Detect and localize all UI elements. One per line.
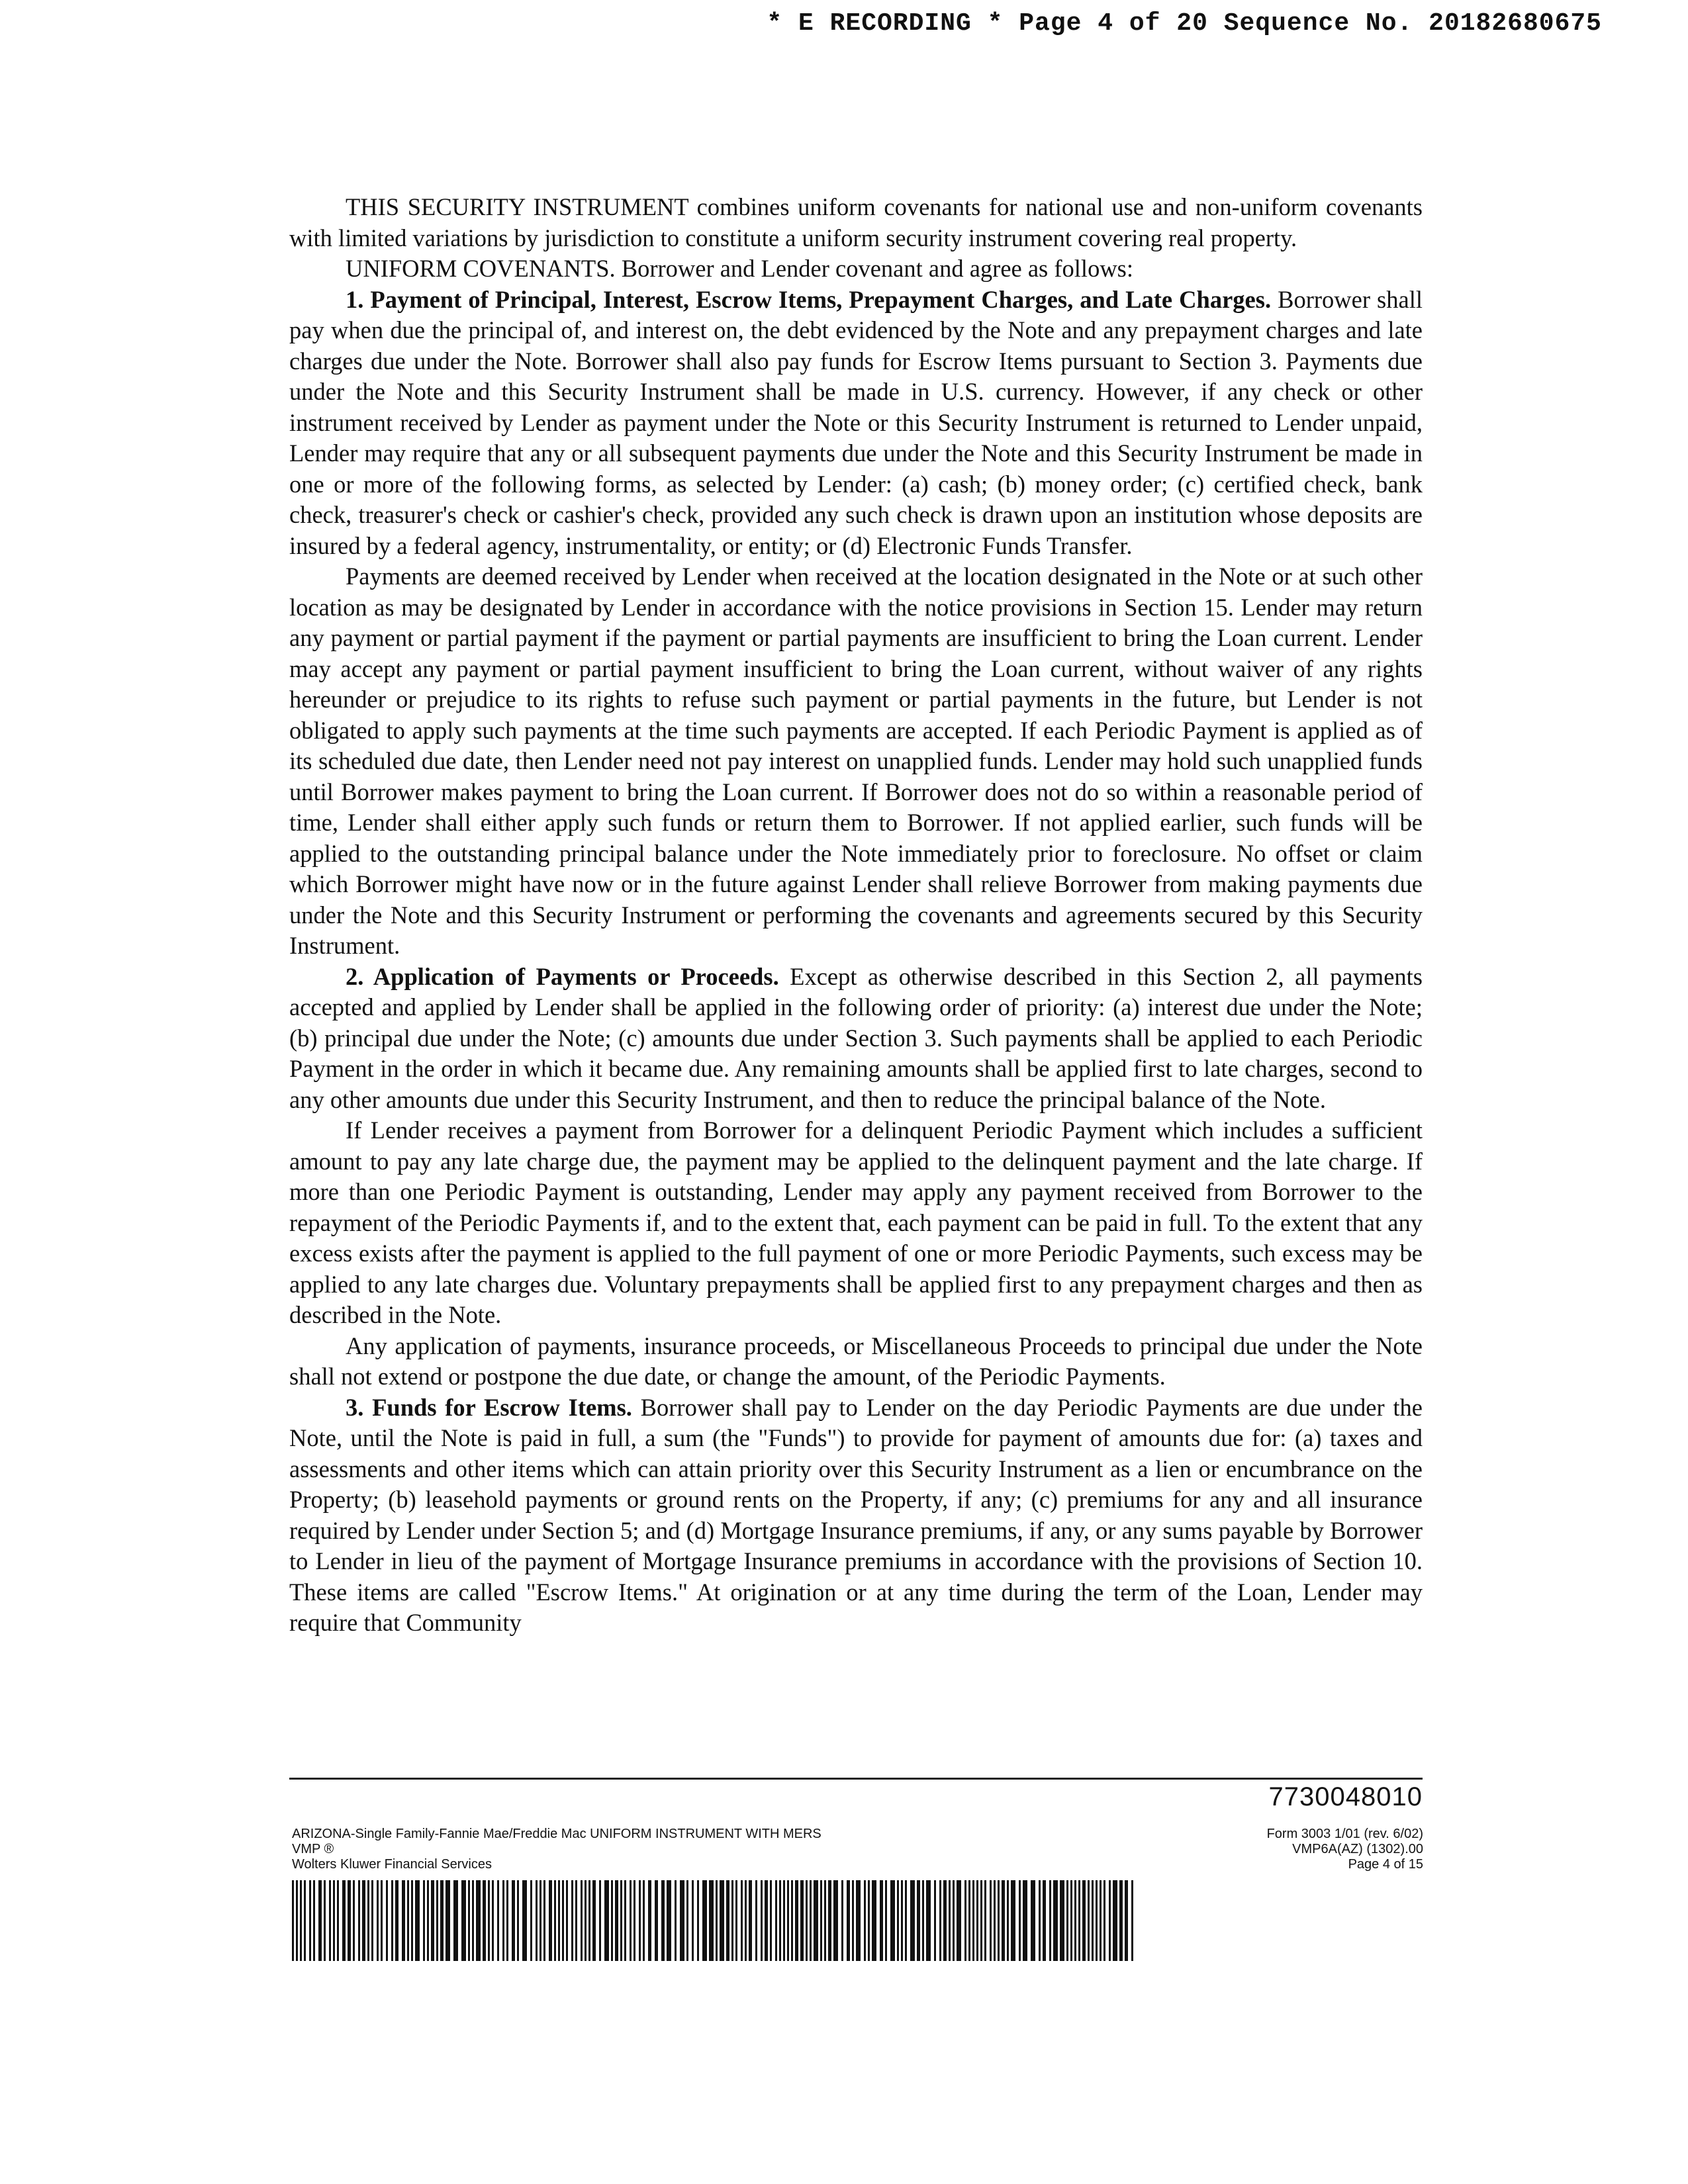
section-2-paragraph-2: If Lender receives a payment from Borrower for a delinquent Periodic Payment which includes a sufficient amount to pay any late charge due, the payment may be applied to the delinquent payment and the late charge. If more than one Periodic Payment is outstanding, Lender may apply any payment received from Borrower to the repayment of the Periodic Payments if, and to the extent that, each payment can be paid in full. To the extent that any excess exists after the payment is applied to the full payment of one or more Periodic Payments, such excess may be applied to any late charges due. Voluntary prepayments shall be applied first to any prepayment charges and then as described in the Note. bbox=[289, 1116, 1423, 1328]
barcode-bar bbox=[1066, 1880, 1068, 1961]
barcode-bar bbox=[998, 1880, 1000, 1961]
barcode-bar bbox=[300, 1880, 302, 1961]
barcode-bar bbox=[543, 1880, 545, 1961]
barcode-bar bbox=[897, 1880, 899, 1961]
barcode-bar bbox=[841, 1880, 843, 1961]
barcode-bar bbox=[1125, 1880, 1128, 1961]
barcode-bar bbox=[735, 1880, 737, 1961]
barcode-bar bbox=[686, 1880, 688, 1961]
barcode-bar bbox=[943, 1880, 947, 1961]
barcode-bar bbox=[562, 1880, 564, 1961]
barcode-bar bbox=[367, 1880, 369, 1961]
barcode-bar bbox=[661, 1880, 665, 1961]
barcode-bar bbox=[1002, 1880, 1005, 1961]
barcode-bar bbox=[692, 1880, 694, 1961]
barcode-bar bbox=[847, 1880, 850, 1961]
barcode-bar bbox=[675, 1880, 677, 1961]
barcode-bar bbox=[833, 1880, 838, 1961]
barcode-bar bbox=[922, 1880, 924, 1961]
barcode-bar bbox=[530, 1880, 532, 1961]
barcode-bar bbox=[775, 1880, 777, 1961]
barcode-bar bbox=[990, 1880, 992, 1961]
barcode-bar bbox=[814, 1880, 818, 1961]
barcode-bar bbox=[926, 1880, 931, 1961]
barcode-bar bbox=[787, 1880, 789, 1961]
barcode-bar bbox=[296, 1880, 298, 1961]
barcode-bar bbox=[964, 1880, 966, 1961]
barcode-bar bbox=[716, 1880, 718, 1961]
barcode-bar bbox=[329, 1880, 331, 1961]
barcode-bar bbox=[1078, 1880, 1080, 1961]
barcode-bar bbox=[1060, 1880, 1064, 1961]
barcode-bar bbox=[702, 1880, 707, 1961]
barcode-bar bbox=[824, 1880, 826, 1961]
barcode-bar bbox=[667, 1880, 671, 1961]
barcode-bar bbox=[506, 1880, 508, 1961]
barcode-bar bbox=[620, 1880, 622, 1961]
barcode-bar bbox=[554, 1880, 556, 1961]
barcode-bar bbox=[968, 1880, 970, 1961]
barcode-bar bbox=[680, 1880, 684, 1961]
barcode-bar bbox=[588, 1880, 590, 1961]
barcode-bar bbox=[1053, 1880, 1058, 1961]
barcode-bar bbox=[1039, 1880, 1041, 1961]
barcode-bar bbox=[1096, 1880, 1098, 1961]
vmp-code: VMP6A(AZ) (1302).00 bbox=[1292, 1842, 1423, 1856]
barcode-bar bbox=[353, 1880, 355, 1961]
barcode-bar bbox=[868, 1880, 870, 1961]
barcode-bar bbox=[395, 1880, 399, 1961]
barcode-bar bbox=[745, 1880, 747, 1961]
barcode-bar bbox=[749, 1880, 752, 1961]
barcode-bar bbox=[371, 1880, 373, 1961]
barcode-bar bbox=[624, 1880, 626, 1961]
barcode-bar bbox=[512, 1880, 515, 1961]
section-2-paragraph bbox=[289, 962, 1423, 1116]
barcode-bar bbox=[1023, 1880, 1027, 1961]
barcode-bar bbox=[461, 1880, 466, 1961]
barcode-bar bbox=[358, 1880, 360, 1961]
loan-number: 7730048010 bbox=[1268, 1782, 1423, 1811]
barcode-bar bbox=[566, 1880, 568, 1961]
barcode-bar bbox=[1007, 1880, 1009, 1961]
barcode-bar bbox=[517, 1880, 519, 1961]
barcode-bar bbox=[934, 1880, 936, 1961]
barcode-bar bbox=[536, 1880, 538, 1961]
barcode-bar bbox=[810, 1880, 812, 1961]
barcode-bar bbox=[575, 1880, 577, 1961]
footer-left-block bbox=[292, 1827, 821, 1872]
barcode-bar bbox=[436, 1880, 438, 1961]
barcode-bar bbox=[391, 1880, 393, 1961]
barcode-bar bbox=[949, 1880, 951, 1961]
barcode-bar bbox=[386, 1880, 388, 1961]
barcode-bar bbox=[411, 1880, 413, 1961]
barcode-bar bbox=[313, 1880, 315, 1961]
barcode-bar bbox=[720, 1880, 724, 1961]
barcode-bar bbox=[890, 1880, 895, 1961]
barcode-bar bbox=[539, 1880, 541, 1961]
barcode-bar bbox=[1088, 1880, 1090, 1961]
barcode-bar bbox=[806, 1880, 808, 1961]
barcode-bar bbox=[309, 1880, 311, 1961]
barcode-bar bbox=[1019, 1880, 1021, 1961]
barcode-bar bbox=[648, 1880, 651, 1961]
barcode-bar bbox=[440, 1880, 444, 1961]
page-label: Page 4 of 15 bbox=[1348, 1857, 1423, 1872]
barcode-bar bbox=[1103, 1880, 1105, 1961]
barcode-bar bbox=[953, 1880, 955, 1961]
barcode-bar bbox=[633, 1880, 635, 1961]
barcode-bar bbox=[917, 1880, 920, 1961]
barcode-bar bbox=[755, 1880, 757, 1961]
barcode-bar bbox=[741, 1880, 743, 1961]
barcode-bar bbox=[497, 1880, 499, 1961]
barcode-bar bbox=[731, 1880, 733, 1961]
barcode-bar bbox=[611, 1880, 613, 1961]
barcode-bar bbox=[402, 1880, 405, 1961]
barcode-bar bbox=[599, 1880, 601, 1961]
section-1-paragraph-2: Payments are deemed received by Lender when received at the location designated in the Note or at such other location as may be designated by Lender in accordance with the notice provisions in Section 15. Lender may return any payment or partial payment if the payment or partial payments are insufficient to bring the Loan current. Lender may accept any payment or partial payment insufficient to bring the Loan current, without waiver of any rights hereunder or prejudice to its rights to refuse such payment or partial payments in the future, but Lender is not obligated to apply such payments at the time such payments are accepted. If each Periodic Payment is applied as of its scheduled due date, then Lender need not pay interest on unapplied funds. Lender may hold such unapplied funds until Borrower makes payment to bring the Loan current. If Borrower does not do so within a reasonable period of time, Lender shall either apply such funds or return them to Borrower. If not applied earlier, such funds will be applied to the outstanding principal balance under the Note immediately prior to foreclosure. No offset or claim which Borrower might have now or in the future against Lender shall relieve Borrower from making payments due under the Note and this Security Instrument or performing the covenants and agreements secured by this Security Instrument. bbox=[289, 563, 1423, 959]
barcode-bar bbox=[468, 1880, 470, 1961]
barcode-bar bbox=[864, 1880, 866, 1961]
section-3-text: Borrower shall pay to Lender on the day Periodic Payments are due under the Note, until the Note is paid in full, a sum (the "Funds") to provide for payment of amounts due for: (a) taxes and assessments and other items which can attain priority over this Security Instrument as a lien or encumbrance on the Property; (b) leasehold payments or ground rents on the Property, if any; (c) premiums for any and all insurance required by Lender under Section 5; and (d) Mortgage Insurance premiums, if any, or any sums payable by Borrower to Lender in lieu of the payment of Mortgage Insurance premiums in accordance with the provisions of Section 10. These items are called "Escrow Items." At origination or at any time during the term of the Loan, Lender may require that Community bbox=[289, 1393, 1423, 1636]
barcode-bar bbox=[488, 1880, 490, 1961]
barcode-bar bbox=[348, 1880, 351, 1961]
barcode-bar bbox=[324, 1880, 326, 1961]
barcode-bar bbox=[571, 1880, 573, 1961]
section-1-text: Borrower shall pay when due the principal of, and interest on, the debt evidenced by the Note and any prepayment charges and late charges due under the Note. Borrower shall also pay funds for Escrow Items pursuant to Section 3. Payments due under the Note and this Security Instrument shall be made in U.S. currency. However, if any check or other instrument received by Lender as payment under the Note or this Security Instrument is returned to Lender unpaid, Lender may require that any or all subsequent payments due under the Note and this Security Instrument be made in one or more of the following forms, as selected by Lender: (a) cash; (b) money order; (c) certified check, bank check, treasurer's check or cashier's check, provided any such check is drawn upon an institution whose deposits are insured by a federal agency, instrumentality, or entity; or (d) Electronic Funds Transfer. bbox=[289, 285, 1423, 559]
intro-paragraph: THIS SECURITY INSTRUMENT combines uniform covenants for national use and non-uniform covenants with limited variations by jurisdiction to constitute a uniform security instrument covering real property. bbox=[289, 193, 1423, 251]
barcode-bar bbox=[423, 1880, 425, 1961]
barcode-bar bbox=[980, 1880, 982, 1961]
barcode-bar bbox=[1082, 1880, 1086, 1961]
barcode-bar bbox=[615, 1880, 618, 1961]
barcode-bar bbox=[901, 1880, 903, 1961]
barcode-bar bbox=[604, 1880, 609, 1961]
barcode-bar bbox=[976, 1880, 978, 1961]
section-2-paragraph-3: Any application of payments, insurance proceeds, or Miscellaneous Proceeds to principal due under the Note shall not extend or postpone the due date, or change the amount, of the Periodic Payments. bbox=[289, 1332, 1423, 1390]
barcode-bar bbox=[1119, 1880, 1123, 1961]
recording-stamp: * E RECORDING * Page 4 of 20 Sequence No. 20182680675 bbox=[767, 9, 1602, 38]
form-title: ARIZONA-Single Family-Fannie Mae/Freddie Mac UNIFORM INSTRUMENT WITH MERS bbox=[292, 1827, 821, 1841]
barcode-bar bbox=[1031, 1880, 1035, 1961]
barcode-bar bbox=[453, 1880, 458, 1961]
barcode-bar bbox=[445, 1880, 450, 1961]
barcode-bar bbox=[377, 1880, 379, 1961]
barcode-bar bbox=[1092, 1880, 1094, 1961]
barcode-bar bbox=[431, 1880, 434, 1961]
barcode-bar bbox=[905, 1880, 907, 1961]
barcode-bar bbox=[655, 1880, 658, 1961]
barcode-bar bbox=[639, 1880, 641, 1961]
barcode-bar bbox=[483, 1880, 486, 1961]
barcode-bar bbox=[472, 1880, 474, 1961]
barcode-bar bbox=[1049, 1880, 1051, 1961]
footer-right-block bbox=[1267, 1827, 1423, 1872]
barcode-bar bbox=[820, 1880, 822, 1961]
barcode-bar bbox=[852, 1880, 854, 1961]
barcode-bar bbox=[856, 1880, 861, 1961]
barcode-bar bbox=[585, 1880, 586, 1961]
barcode-bar bbox=[994, 1880, 996, 1961]
barcode-bar bbox=[337, 1880, 339, 1961]
barcode-bar bbox=[791, 1880, 793, 1961]
barcode-icon bbox=[292, 1880, 1135, 1961]
barcode-bar bbox=[770, 1880, 772, 1961]
barcode-bar bbox=[304, 1880, 306, 1961]
barcode-bar bbox=[984, 1880, 986, 1961]
barcode-bar bbox=[1011, 1880, 1015, 1961]
barcode-bar bbox=[885, 1880, 887, 1961]
section-2-heading: 2. Application of Payments or Proceeds. bbox=[346, 962, 779, 990]
uniform-covenants-paragraph: UNIFORM COVENANTS. Borrower and Lender covenant and agree as follows: bbox=[346, 255, 1134, 282]
barcode-bar bbox=[783, 1880, 785, 1961]
section-1-heading: 1. Payment of Principal, Interest, Escrow Items, Prepayment Charges, and Late Charges. bbox=[346, 285, 1272, 313]
publisher: Wolters Kluwer Financial Services bbox=[292, 1857, 492, 1872]
barcode-bar bbox=[1109, 1880, 1111, 1961]
barcode-bar bbox=[880, 1880, 883, 1961]
section-3-paragraph bbox=[289, 1392, 1423, 1639]
barcode-bar bbox=[502, 1880, 504, 1961]
barcode-bar bbox=[427, 1880, 429, 1961]
barcode-bar bbox=[362, 1880, 365, 1961]
section-2-text: Except as otherwise described in this Section 2, all payments accepted and applied by Lender shall be applied in the following order of priority: (a) interest due under the Note; (b) principal due under the Note; (c) amounts due under Section 3. Such payments shall be applied to each Periodic Payment in the order in which it became due. Any remaining amounts shall be applied first to late charges, second to any other amounts due under this Security Instrument, and then to reduce the principal balance of the Note. bbox=[289, 962, 1423, 1113]
barcode-bar bbox=[828, 1880, 831, 1961]
barcode-bar bbox=[381, 1880, 383, 1961]
barcode-bar bbox=[1043, 1880, 1046, 1961]
barcode-bar bbox=[292, 1880, 294, 1961]
barcode-bar bbox=[872, 1880, 876, 1961]
barcode-bar bbox=[939, 1880, 941, 1961]
footer-divider bbox=[289, 1778, 1423, 1780]
barcode-bar bbox=[342, 1880, 346, 1961]
barcode-bar bbox=[415, 1880, 420, 1961]
barcode-bar bbox=[581, 1880, 583, 1961]
barcode-bar bbox=[630, 1880, 632, 1961]
barcode-bar bbox=[795, 1880, 798, 1961]
barcode-bar bbox=[1070, 1880, 1072, 1961]
barcode-bar bbox=[800, 1880, 804, 1961]
barcode-bar bbox=[972, 1880, 974, 1961]
barcode-bar bbox=[709, 1880, 714, 1961]
barcode-bar bbox=[761, 1880, 763, 1961]
barcode-bar bbox=[407, 1880, 409, 1961]
barcode-bar bbox=[318, 1880, 322, 1961]
vmp-mark: VMP ® bbox=[292, 1842, 334, 1856]
document-body bbox=[289, 192, 1423, 1639]
barcode-bar bbox=[558, 1880, 560, 1961]
form-number: Form 3003 1/01 (rev. 6/02) bbox=[1266, 1827, 1423, 1841]
barcode-bar bbox=[1131, 1880, 1133, 1961]
barcode-bar bbox=[910, 1880, 915, 1961]
barcode-bar bbox=[957, 1880, 961, 1961]
barcode-bar bbox=[1100, 1880, 1102, 1961]
barcode-bar bbox=[643, 1880, 645, 1961]
barcode-bar bbox=[765, 1880, 768, 1961]
barcode-bar bbox=[697, 1880, 699, 1961]
barcode-bar bbox=[592, 1880, 596, 1961]
barcode-bar bbox=[492, 1880, 494, 1961]
barcode-bar bbox=[522, 1880, 527, 1961]
barcode-bar bbox=[1113, 1880, 1117, 1961]
section-3-heading: 3. Funds for Escrow Items. bbox=[346, 1393, 632, 1421]
barcode-bar bbox=[476, 1880, 481, 1961]
barcode-bar bbox=[549, 1880, 552, 1961]
barcode-bar bbox=[1074, 1880, 1076, 1961]
barcode-bar bbox=[726, 1880, 729, 1961]
barcode-bar bbox=[333, 1880, 335, 1961]
barcode-bar bbox=[779, 1880, 781, 1961]
section-1-paragraph bbox=[289, 285, 1423, 562]
